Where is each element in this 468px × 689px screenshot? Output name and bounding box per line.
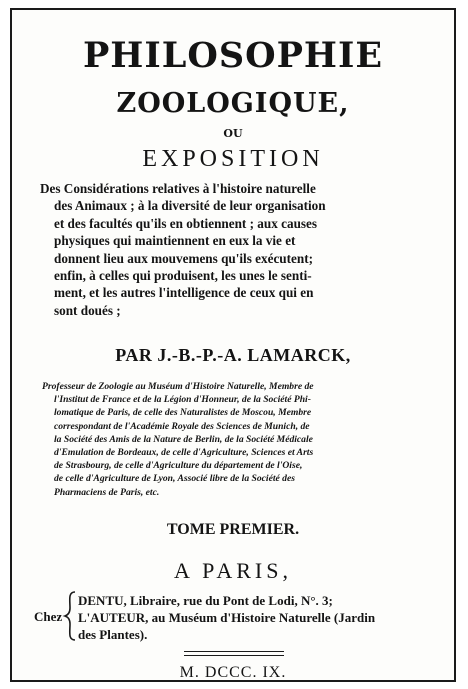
qualification-line: Professeur de Zoologie au Muséum d'Histoire Naturelle, Membre de	[42, 381, 314, 392]
qualification-line: d'Emulation de Bordeaux, de celle d'Agriculture, Sciences et Arts	[54, 447, 314, 459]
description-line: physiques qui maintiennent en eux la vie et	[54, 233, 296, 249]
title-conjunction: OU	[223, 127, 243, 140]
description-line: ment, et les autres l'intelligence de ceux qui en	[54, 285, 314, 301]
qualification-line: de Strasbourg, de celle d'Agriculture du département de l'Oise,	[54, 460, 303, 472]
description-line: enfin, à celles qui produisent, les unes le senti-	[54, 268, 312, 284]
chez-label: Chez	[34, 609, 63, 624]
title-main: PHILOSOPHIE	[82, 35, 384, 76]
description-line: sont doués ;	[54, 302, 121, 318]
title-subtitle: ZOOLOGIQUE,	[116, 88, 350, 119]
qualification-line: correspondant de l'Académie Royale des Sciences de Munich, de	[54, 420, 310, 432]
qualification-line: l'Institut de France et de la Légion d'Honneur, de la Société Phi-	[54, 394, 311, 406]
volume-label: TOME PREMIER.	[166, 521, 300, 538]
description-line: donnent lieu aux mouvemens qu'ils exécutent;	[54, 250, 314, 266]
qualification-line: Pharmaciens de Paris, etc.	[54, 486, 160, 498]
title-exposition: EXPOSITION	[142, 146, 324, 172]
title-page	[10, 8, 456, 682]
seller-line: DENTU, Libraire, rue du Pont de Lodi, N°. 3;	[78, 593, 333, 608]
qualification-line: lomatique de Paris, de celle des Naturalistes de Moscou, Membre	[54, 407, 312, 419]
divider-rule-thin	[184, 655, 284, 656]
description-line: et des facultés qu'ils en obtiennent ; aux causes	[54, 215, 318, 231]
author-line: PAR J.-B.-P.-A. LAMARCK,	[115, 345, 351, 365]
author-qualifications	[42, 380, 452, 499]
publication-date: M. DCCC. IX.	[179, 664, 287, 681]
qualification-line: la Société des Amis de la Nature de Berlin, de la Société Médicale	[54, 433, 313, 445]
description-line: des Animaux ; à la diversité de leur organisation	[54, 198, 326, 214]
qualification-line: de celle d'Agriculture de Lyon, Associé libre de la Société des	[54, 473, 295, 485]
divider-rule	[184, 651, 284, 652]
curly-brace-icon	[62, 590, 78, 642]
sellers-block	[78, 592, 458, 643]
description-block	[40, 180, 450, 319]
description-line: Des Considérations relatives à l'histoire naturelle	[40, 181, 316, 196]
publication-place: A PARIS,	[173, 558, 292, 583]
seller-line: L'AUTEUR, au Muséum d'Histoire Naturelle (Jardin	[78, 610, 376, 625]
seller-line: des Plantes).	[78, 627, 148, 642]
